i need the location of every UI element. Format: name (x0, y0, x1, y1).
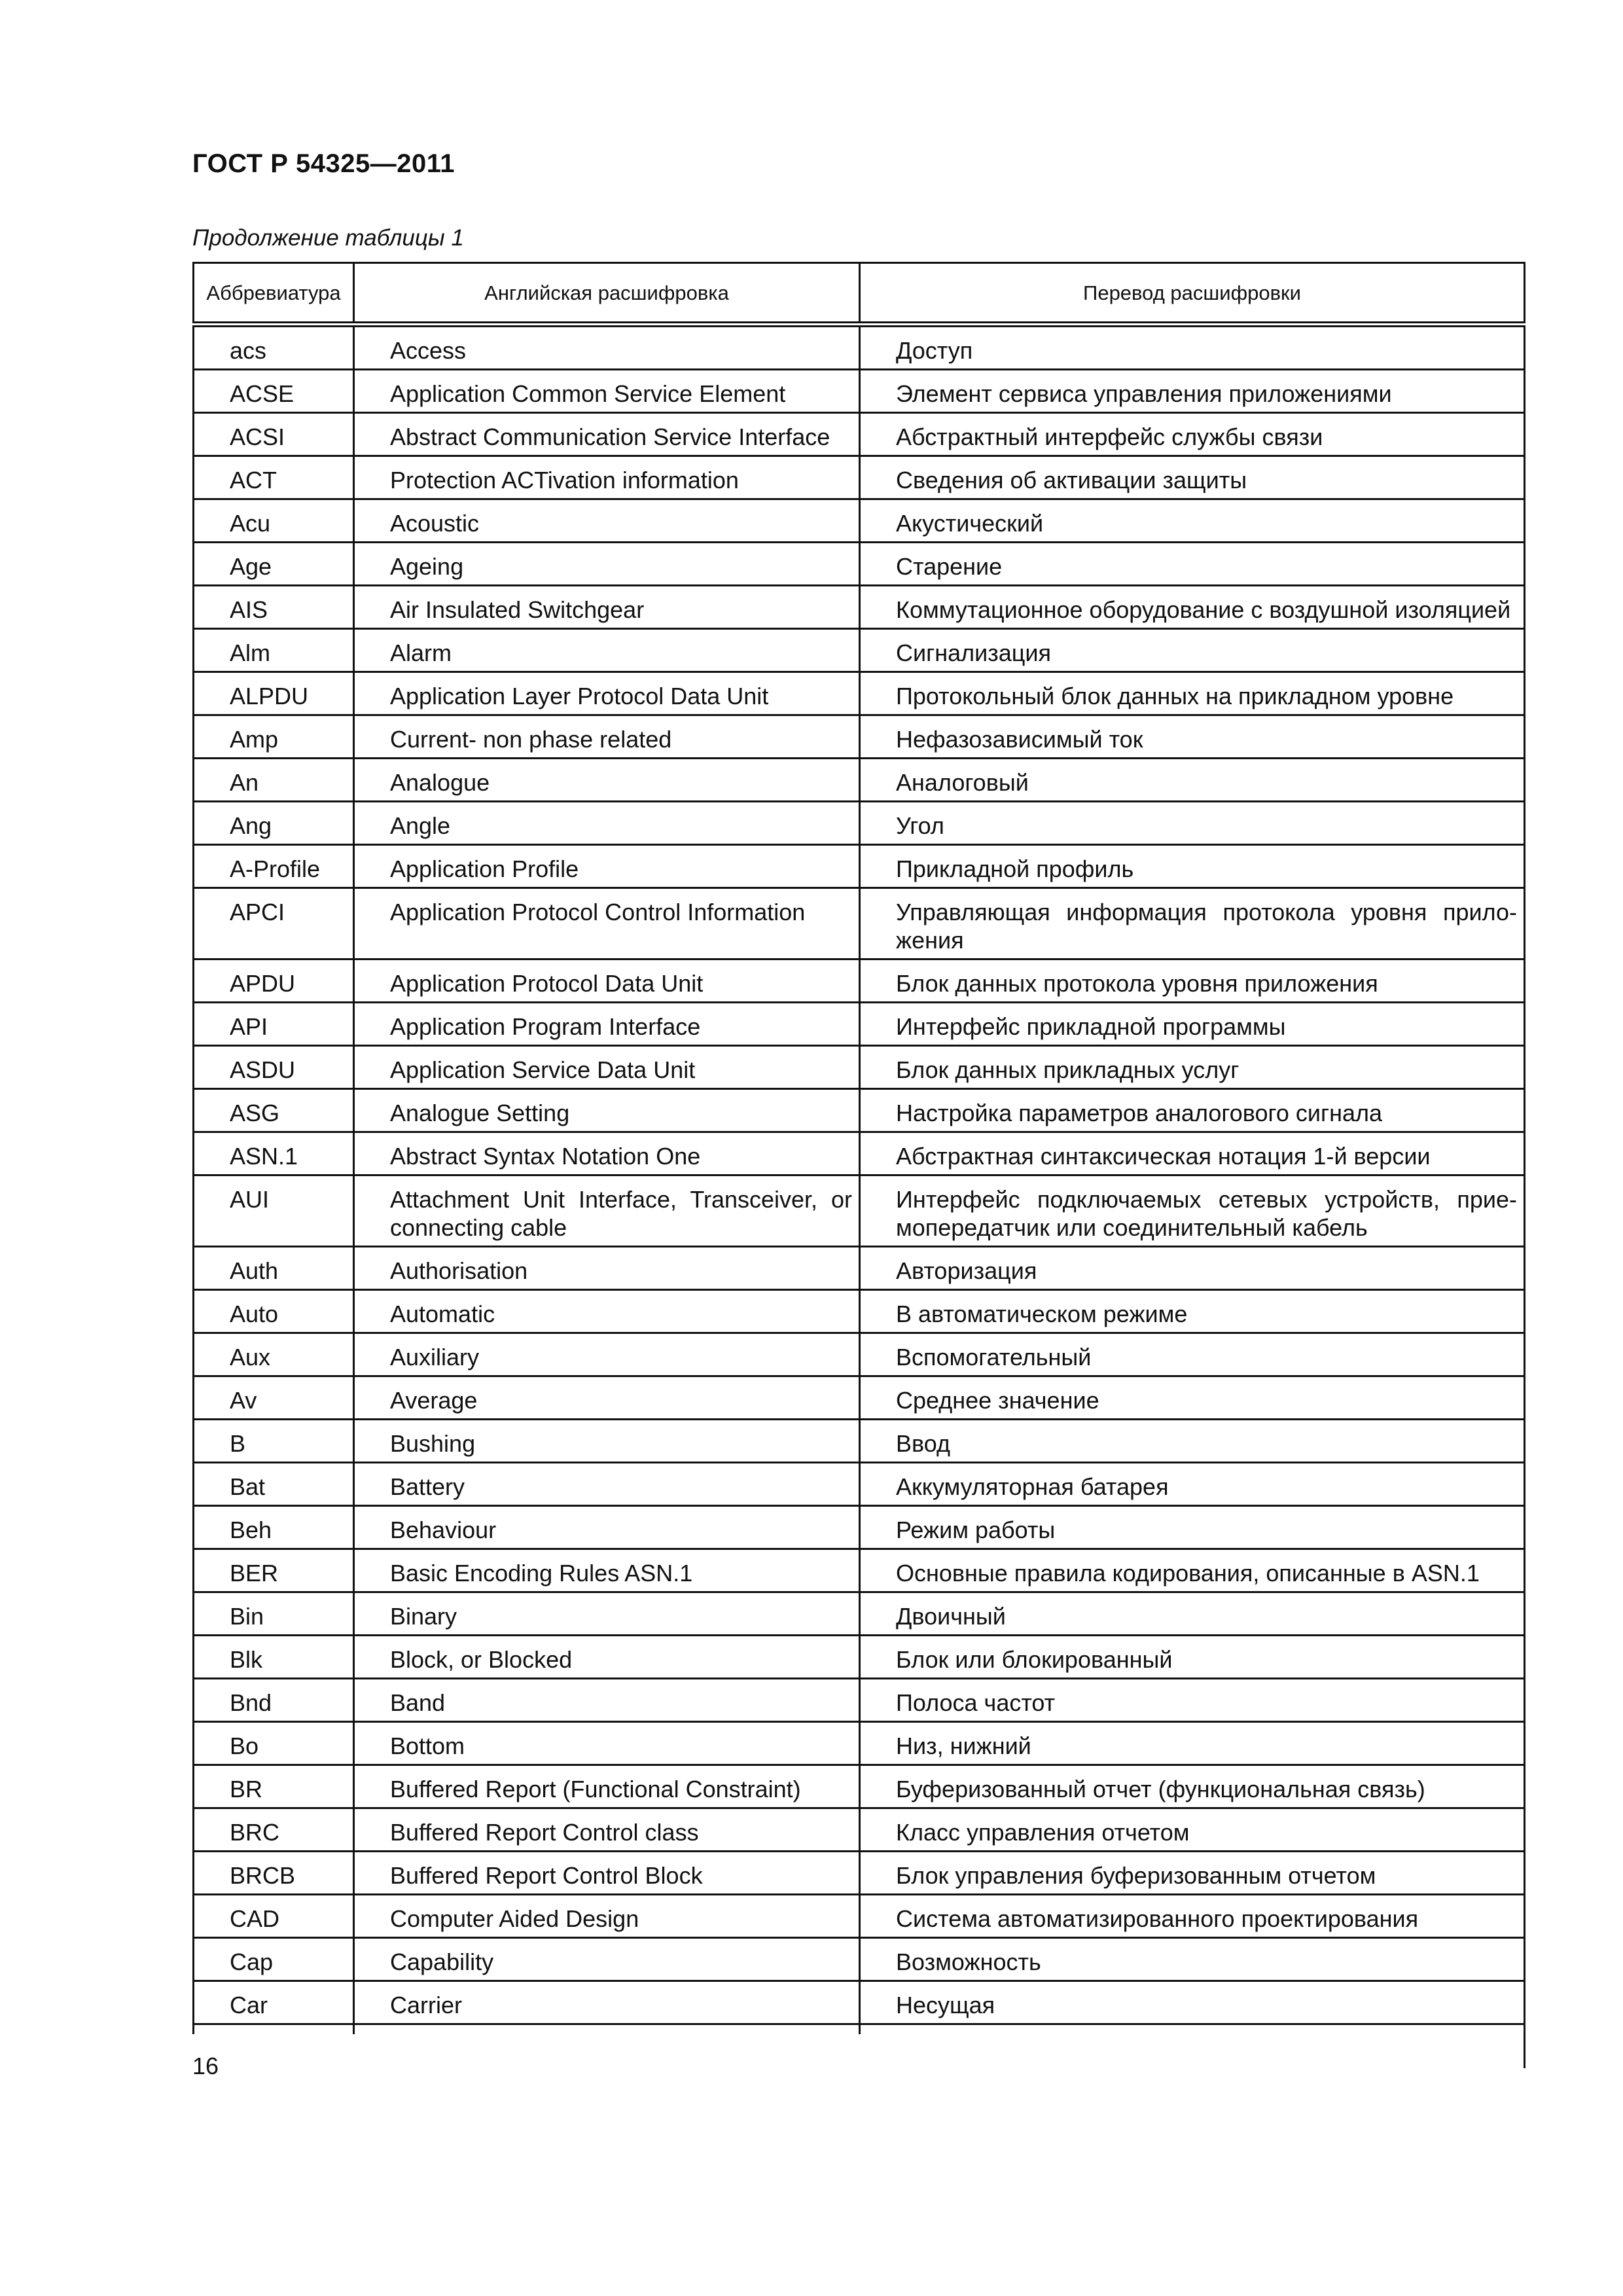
english-cell: Auxiliary (354, 1333, 860, 1376)
table-row (194, 1247, 1525, 1290)
russian-cell: Ввод (860, 1420, 1525, 1463)
table-row (194, 1722, 1525, 1765)
table-row (194, 1003, 1525, 1046)
table-row (194, 1679, 1525, 1722)
abbreviation-cell: Av (194, 1376, 354, 1420)
abbreviation-cell: Beh (194, 1506, 354, 1549)
russian-cell: Возможность (860, 1938, 1525, 1981)
english-cell: Block, or Blocked (354, 1636, 860, 1679)
table-row (194, 1506, 1525, 1549)
abbreviation-cell: Car (194, 1981, 354, 2024)
abbreviation-cell: Bo (194, 1722, 354, 1765)
abbreviation-cell: Acu (194, 499, 354, 543)
russian-cell: Класс управления отчетом (860, 1808, 1525, 1852)
abbreviation-cell: CAD (194, 1895, 354, 1938)
russian-cell: Старение (860, 543, 1525, 586)
table-row (194, 1463, 1525, 1506)
english-cell: Band (354, 1679, 860, 1722)
abbreviation-cell: APDU (194, 960, 354, 1003)
abbreviation-cell: Bnd (194, 1679, 354, 1722)
abbreviation-cell: ASDU (194, 1046, 354, 1089)
russian-cell: Коммутационное оборудование с воздушной изоляцией (860, 586, 1525, 629)
abbreviation-cell: ACSI (194, 413, 354, 456)
table-row (194, 1132, 1525, 1175)
table-body (194, 325, 1525, 2068)
abbreviation-cell: ACT (194, 456, 354, 499)
abbreviation-cell: acs (194, 325, 354, 370)
english-cell: Analogue Setting (354, 1089, 860, 1132)
russian-cell: Среднее значение (860, 1376, 1525, 1420)
english-cell: Abstract Syntax Notation One (354, 1132, 860, 1175)
table-row (194, 1765, 1525, 1808)
russian-cell: Система автоматизированного проектирования (860, 1895, 1525, 1938)
russian-cell: Режим работы (860, 1506, 1525, 1549)
abbreviation-cell: Cap (194, 1938, 354, 1981)
english-cell: Air Insulated Switchgear (354, 586, 860, 629)
column-header-russian: Перевод расшифровки (860, 263, 1525, 325)
russian-cell: Сигнализация (860, 629, 1525, 672)
table-row (194, 543, 1525, 586)
russian-cell: Вспомогательный (860, 1333, 1525, 1376)
english-cell: Buffered Report Control Block (354, 1852, 860, 1895)
english-cell: Automatic (354, 1290, 860, 1333)
abbreviation-cell: Blk (194, 1636, 354, 1679)
abbreviation-cell: Ang (194, 802, 354, 845)
abbreviation-cell: Age (194, 543, 354, 586)
abbreviation-cell: Auth (194, 1247, 354, 1290)
abbreviation-cell: ASG (194, 1089, 354, 1132)
abbreviation-cell: ALPDU (194, 672, 354, 715)
english-cell: Attachment Unit Interface, Transceiver, or connecting cable (354, 1175, 860, 1247)
abbreviation-cell: An (194, 759, 354, 802)
abbreviation-cell: AUI (194, 1175, 354, 1247)
table-row (194, 1636, 1525, 1679)
english-cell: Access (354, 325, 860, 370)
abbreviation-cell: BR (194, 1765, 354, 1808)
table-row (194, 845, 1525, 888)
english-cell: Abstract Communication Service Interface (354, 413, 860, 456)
english-cell: Carrier (354, 1981, 860, 2024)
table-row (194, 1046, 1525, 1089)
table-caption: Продолжение таблицы 1 (192, 225, 464, 251)
table-row (194, 499, 1525, 543)
table-row (194, 1938, 1525, 1981)
abbreviation-cell: B (194, 1420, 354, 1463)
table-row (194, 325, 1525, 370)
table-row (194, 802, 1525, 845)
english-cell: Bushing (354, 1420, 860, 1463)
russian-cell: Блок управления буферизованным отчетом (860, 1852, 1525, 1895)
russian-cell: Нефазозависимый ток (860, 715, 1525, 759)
abbreviation-cell: Auto (194, 1290, 354, 1333)
table-row (194, 1376, 1525, 1420)
table-row (194, 370, 1525, 413)
abbreviation-cell: API (194, 1003, 354, 1046)
russian-cell: Интерфейс подключаемых сетевых устройств, прие-мопередатчик или соединительный кабель (860, 1175, 1525, 1247)
table-row (194, 1175, 1525, 1247)
russian-cell: Доступ (860, 325, 1525, 370)
table-row (194, 629, 1525, 672)
english-cell: Application Common Service Element (354, 370, 860, 413)
russian-cell: Авторизация (860, 1247, 1525, 1290)
english-cell: Basic Encoding Rules ASN.1 (354, 1549, 860, 1592)
russian-cell: Элемент сервиса управления приложениями (860, 370, 1525, 413)
abbreviation-cell: Bat (194, 1463, 354, 1506)
russian-cell: Абстрактный интерфейс службы связи (860, 413, 1525, 456)
column-header-english: Английская расшифровка (354, 263, 860, 325)
abbreviations-table (192, 262, 1525, 2068)
russian-cell: Угол (860, 802, 1525, 845)
russian-cell: Протокольный блок данных на прикладном уровне (860, 672, 1525, 715)
russian-cell: Сведения об активации защиты (860, 456, 1525, 499)
russian-cell: Аналоговый (860, 759, 1525, 802)
russian-cell: Блок данных протокола уровня приложения (860, 960, 1525, 1003)
english-cell: Behaviour (354, 1506, 860, 1549)
table-row (194, 1808, 1525, 1852)
standard-header: ГОСТ Р 54325—2011 (192, 149, 455, 178)
english-cell: Binary (354, 1592, 860, 1636)
table-row (194, 413, 1525, 456)
russian-cell: Блок данных прикладных услуг (860, 1046, 1525, 1089)
russian-cell: Низ, нижний (860, 1722, 1525, 1765)
table-row (194, 1895, 1525, 1938)
english-cell: Application Protocol Data Unit (354, 960, 860, 1003)
abbreviation-cell: AIS (194, 586, 354, 629)
table-row (194, 586, 1525, 629)
abbreviation-cell: Alm (194, 629, 354, 672)
english-cell: Capability (354, 1938, 860, 1981)
english-cell: Bottom (354, 1722, 860, 1765)
russian-cell: Основные правила кодирования, описанные в ASN.1 (860, 1549, 1525, 1592)
english-cell: Acoustic (354, 499, 860, 543)
abbreviation-cell: Aux (194, 1333, 354, 1376)
english-cell: Application Layer Protocol Data Unit (354, 672, 860, 715)
russian-cell: Буферизованный отчет (функциональная связь) (860, 1765, 1525, 1808)
english-cell: Application Service Data Unit (354, 1046, 860, 1089)
abbreviation-cell: BER (194, 1549, 354, 1592)
table-row (194, 456, 1525, 499)
table-row (194, 1549, 1525, 1592)
russian-cell: Блок или блокированный (860, 1636, 1525, 1679)
table-row (194, 715, 1525, 759)
table-row (194, 1420, 1525, 1463)
abbreviation-cell: Amp (194, 715, 354, 759)
table-row (194, 960, 1525, 1003)
russian-cell: Абстрактная синтаксическая нотация 1-й версии (860, 1132, 1525, 1175)
english-cell: Buffered Report (Functional Constraint) (354, 1765, 860, 1808)
english-cell: Average (354, 1376, 860, 1420)
russian-cell: Управляющая информация протокола уровня прило-жения (860, 888, 1525, 960)
english-cell: Authorisation (354, 1247, 860, 1290)
english-cell: Application Program Interface (354, 1003, 860, 1046)
table-header (194, 263, 1525, 325)
abbreviation-cell: ACSE (194, 370, 354, 413)
page-number: 16 (192, 2053, 219, 2079)
abbreviation-cell: APCI (194, 888, 354, 960)
english-cell: Analogue (354, 759, 860, 802)
english-cell: Computer Aided Design (354, 1895, 860, 1938)
table-row (194, 672, 1525, 715)
abbreviation-cell: BRC (194, 1808, 354, 1852)
abbreviation-cell: ASN.1 (194, 1132, 354, 1175)
english-cell: Ageing (354, 543, 860, 586)
russian-cell: В автоматическом режиме (860, 1290, 1525, 1333)
russian-cell: Полоса частот (860, 1679, 1525, 1722)
english-cell: Angle (354, 802, 860, 845)
english-cell: Current- non phase related (354, 715, 860, 759)
table-row (194, 1290, 1525, 1333)
table-row (194, 1333, 1525, 1376)
russian-cell: Настройка параметров аналогового сигнала (860, 1089, 1525, 1132)
russian-cell: Несущая (860, 1981, 1525, 2024)
english-cell: Battery (354, 1463, 860, 1506)
table-row (194, 759, 1525, 802)
english-cell: Application Protocol Control Information (354, 888, 860, 960)
abbreviation-cell: BRCB (194, 1852, 354, 1895)
table-row (194, 1852, 1525, 1895)
english-cell: Buffered Report Control class (354, 1808, 860, 1852)
abbreviation-cell: Bin (194, 1592, 354, 1636)
table-row (194, 1981, 1525, 2024)
page-bottom-margin (192, 2034, 1524, 2296)
russian-cell: Интерфейс прикладной программы (860, 1003, 1525, 1046)
english-cell: Protection ACTivation information (354, 456, 860, 499)
table-row (194, 1592, 1525, 1636)
english-cell: Application Profile (354, 845, 860, 888)
abbreviation-cell: A-Profile (194, 845, 354, 888)
table-row (194, 888, 1525, 960)
russian-cell: Двоичный (860, 1592, 1525, 1636)
english-cell: Alarm (354, 629, 860, 672)
column-header-abbreviation: Аббревиатура (194, 263, 354, 325)
table-row (194, 1089, 1525, 1132)
russian-cell: Акустический (860, 499, 1525, 543)
russian-cell: Аккумуляторная батарея (860, 1463, 1525, 1506)
russian-cell: Прикладной профиль (860, 845, 1525, 888)
